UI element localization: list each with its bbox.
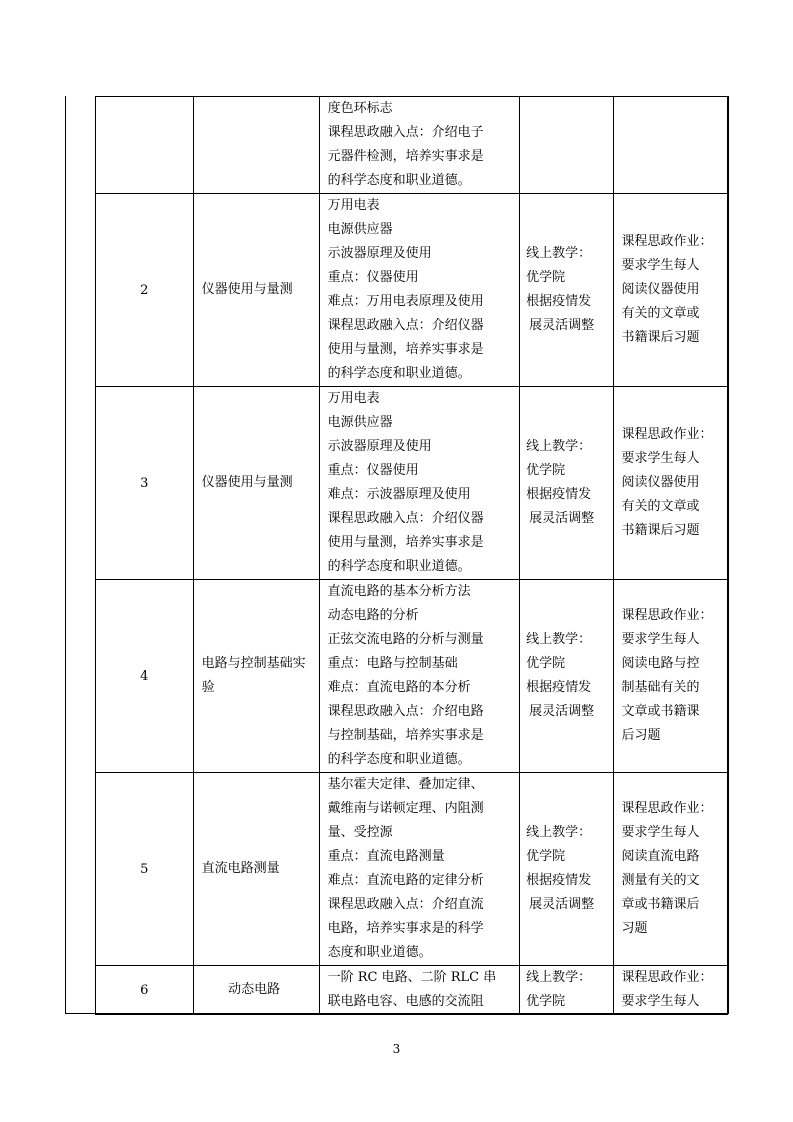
week-number-cell: 2 [96,194,194,387]
homework-line: 要求学生每人 [621,451,700,466]
topic-name: 直流电路测量 [201,861,280,876]
teaching-mode-line: 展灵活调整 [529,511,595,526]
homework-line: 要求学生每人 [621,258,700,273]
teaching-mode-cell [520,966,613,1015]
content-lines [320,194,520,386]
content-line: 度色环标志 [327,101,393,116]
content-line: 难点：直流电路的定律分析 [327,873,484,888]
topic-cell [193,580,319,773]
content-line: 课程思政融入点：介绍仪器 [327,511,484,526]
content-line: 使用与量测，培养实事求是 [327,535,484,550]
content-line: 重点：直流电路测量 [327,849,445,864]
week-number-cell: 6 [96,966,194,1015]
content-line: 重点：仪器使用 [327,463,419,478]
homework-line: 课程思政作业： [621,608,713,623]
content-line: 态度和职业道德。 [327,945,432,960]
teaching-mode-line: 线上教学： [526,246,592,261]
topic-cell [193,387,319,580]
content-line: 正弦交流电路的分析与测量 [327,632,484,647]
teaching-mode-line: 优学院 [526,463,566,478]
week-number-cell: 3 [96,387,194,580]
homework-lines [614,423,727,543]
table-row [96,97,728,194]
topic-name: 动态电路 [228,982,281,997]
homework-line: 有关的文章或 [621,306,700,321]
teaching-mode-cell [520,580,613,773]
homework-lines [614,966,727,1014]
teaching-mode-line: 展灵活调整 [529,897,595,912]
topic-cell [193,97,319,194]
teaching-mode-lines [520,966,612,1014]
homework-line: 阅读电路与控 [621,656,700,671]
table-row [96,387,728,580]
homework-line: 课程思政作业： [621,970,713,985]
homework-line: 后习题 [621,728,661,743]
content-line: 的科学态度和职业道德。 [327,173,471,188]
content-line: 万用电表 [327,198,380,213]
teaching-mode-line: 线上教学： [526,970,592,985]
content-line: 示波器原理及使用 [327,439,432,454]
content-line: 电源供应器 [327,222,393,237]
teaching-mode-line: 展灵活调整 [529,704,595,719]
homework-line: 测量有关的文 [621,873,700,888]
page-number: 3 [392,1042,401,1056]
homework-line: 课程思政作业： [621,801,713,816]
homework-line: 要求学生每人 [621,632,700,647]
homework-cell [613,97,727,194]
teaching-mode-cell [520,97,613,194]
topic-name: 电路与控制基础实验 [201,656,306,695]
teaching-mode-line: 根据疫情发 [526,680,592,695]
homework-lines [614,797,727,941]
content-lines [320,97,520,193]
content-line: 万用电表 [327,391,380,406]
content-line: 课程思政融入点：介绍电路 [327,704,484,719]
content-line: 难点：直流电路的本分析 [327,680,471,695]
content-line: 联电路电容、电感的交流阻 [327,994,484,1009]
content-line: 元器件检测，培养实事求是 [327,149,484,164]
content-line: 一阶 RC 电路、二阶 RLC 串 [327,970,497,985]
content-line: 使用与量测，培养实事求是 [327,342,484,357]
teaching-mode-line: 展灵活调整 [529,318,595,333]
table-row [96,580,728,773]
teaching-mode-lines [520,435,612,531]
content-line: 与控制基础，培养实事求是 [327,728,484,743]
teaching-mode-line: 优学院 [526,656,566,671]
teaching-mode-line: 优学院 [526,270,566,285]
homework-cell [613,194,727,387]
teaching-mode-line: 根据疫情发 [526,294,592,309]
topic-cell [193,966,319,1015]
course-schedule-table [95,96,728,1015]
homework-line: 有关的文章或 [621,499,700,514]
teaching-mode-cell [520,387,613,580]
content-lines [320,387,520,579]
content-line: 动态电路的分析 [327,608,419,623]
week-number-cell: 4 [96,580,194,773]
week-number-cell: 5 [96,773,194,966]
content-cell [319,773,520,966]
topic-name: 仪器使用与量测 [201,475,293,490]
teaching-mode-lines [520,628,612,724]
homework-cell [613,580,727,773]
content-line: 示波器原理及使用 [327,246,432,261]
homework-lines [614,230,727,350]
content-line: 难点：示波器原理及使用 [327,487,471,502]
homework-line: 阅读仪器使用 [621,282,700,297]
content-line: 课程思政融入点：介绍仪器 [327,318,484,333]
teaching-mode-cell [520,773,613,966]
content-line: 戴维南与诺顿定理、内阻测 [327,801,484,816]
homework-cell [613,773,727,966]
homework-line: 阅读直流电路 [621,849,700,864]
teaching-mode-line: 优学院 [526,994,566,1009]
topic-cell [193,773,319,966]
content-line: 难点：万用电表原理及使用 [327,294,484,309]
homework-line: 章或书籍课后 [621,897,700,912]
homework-line: 制基础有关的 [621,680,700,695]
homework-cell [613,387,727,580]
content-lines [320,773,520,965]
content-line: 电路，培养实事求是的科学 [327,921,484,936]
homework-line: 课程思政作业： [621,427,713,442]
teaching-mode-line: 线上教学： [526,439,592,454]
teaching-mode-lines [520,821,612,917]
teaching-mode-line: 线上教学： [526,825,592,840]
homework-line: 书籍课后习题 [621,330,700,345]
teaching-mode-lines [520,242,612,338]
content-cell [319,580,520,773]
homework-line: 习题 [621,921,648,936]
week-number-cell [96,97,194,194]
table-row [96,966,728,1015]
teaching-mode-line: 优学院 [526,849,566,864]
content-line: 的科学态度和职业道德。 [327,366,471,381]
content-cell [319,387,520,580]
homework-line: 要求学生每人 [621,994,700,1009]
content-line: 课程思政融入点：介绍电子 [327,125,484,140]
teaching-mode-line: 根据疫情发 [526,873,592,888]
content-line: 基尔霍夫定律、叠加定律、 [327,777,484,792]
content-line: 电源供应器 [327,415,393,430]
table-row [96,194,728,387]
content-cell [319,97,520,194]
homework-cell [613,966,727,1015]
homework-line: 文章或书籍课 [621,704,700,719]
content-line: 课程思政融入点：介绍直流 [327,897,484,912]
topic-cell [193,194,319,387]
homework-line: 阅读仪器使用 [621,475,700,490]
teaching-mode-line: 线上教学： [526,632,592,647]
homework-line: 书籍课后习题 [621,523,700,538]
teaching-mode-cell [520,194,613,387]
homework-lines [614,604,727,748]
content-lines [320,966,520,1014]
content-line: 重点：电路与控制基础 [327,656,458,671]
content-line: 直流电路的基本分析方法 [327,584,471,599]
homework-line: 课程思政作业： [621,234,713,249]
content-line: 重点：仪器使用 [327,270,419,285]
content-line: 的科学态度和职业道德。 [327,559,471,574]
content-line: 的科学态度和职业道德。 [327,752,471,767]
content-line: 量、受控源 [327,825,393,840]
content-cell [319,966,520,1015]
table-row [96,773,728,966]
content-lines [320,580,520,772]
topic-name: 仪器使用与量测 [201,282,293,297]
content-cell [319,194,520,387]
teaching-mode-line: 根据疫情发 [526,487,592,502]
homework-line: 要求学生每人 [621,825,700,840]
